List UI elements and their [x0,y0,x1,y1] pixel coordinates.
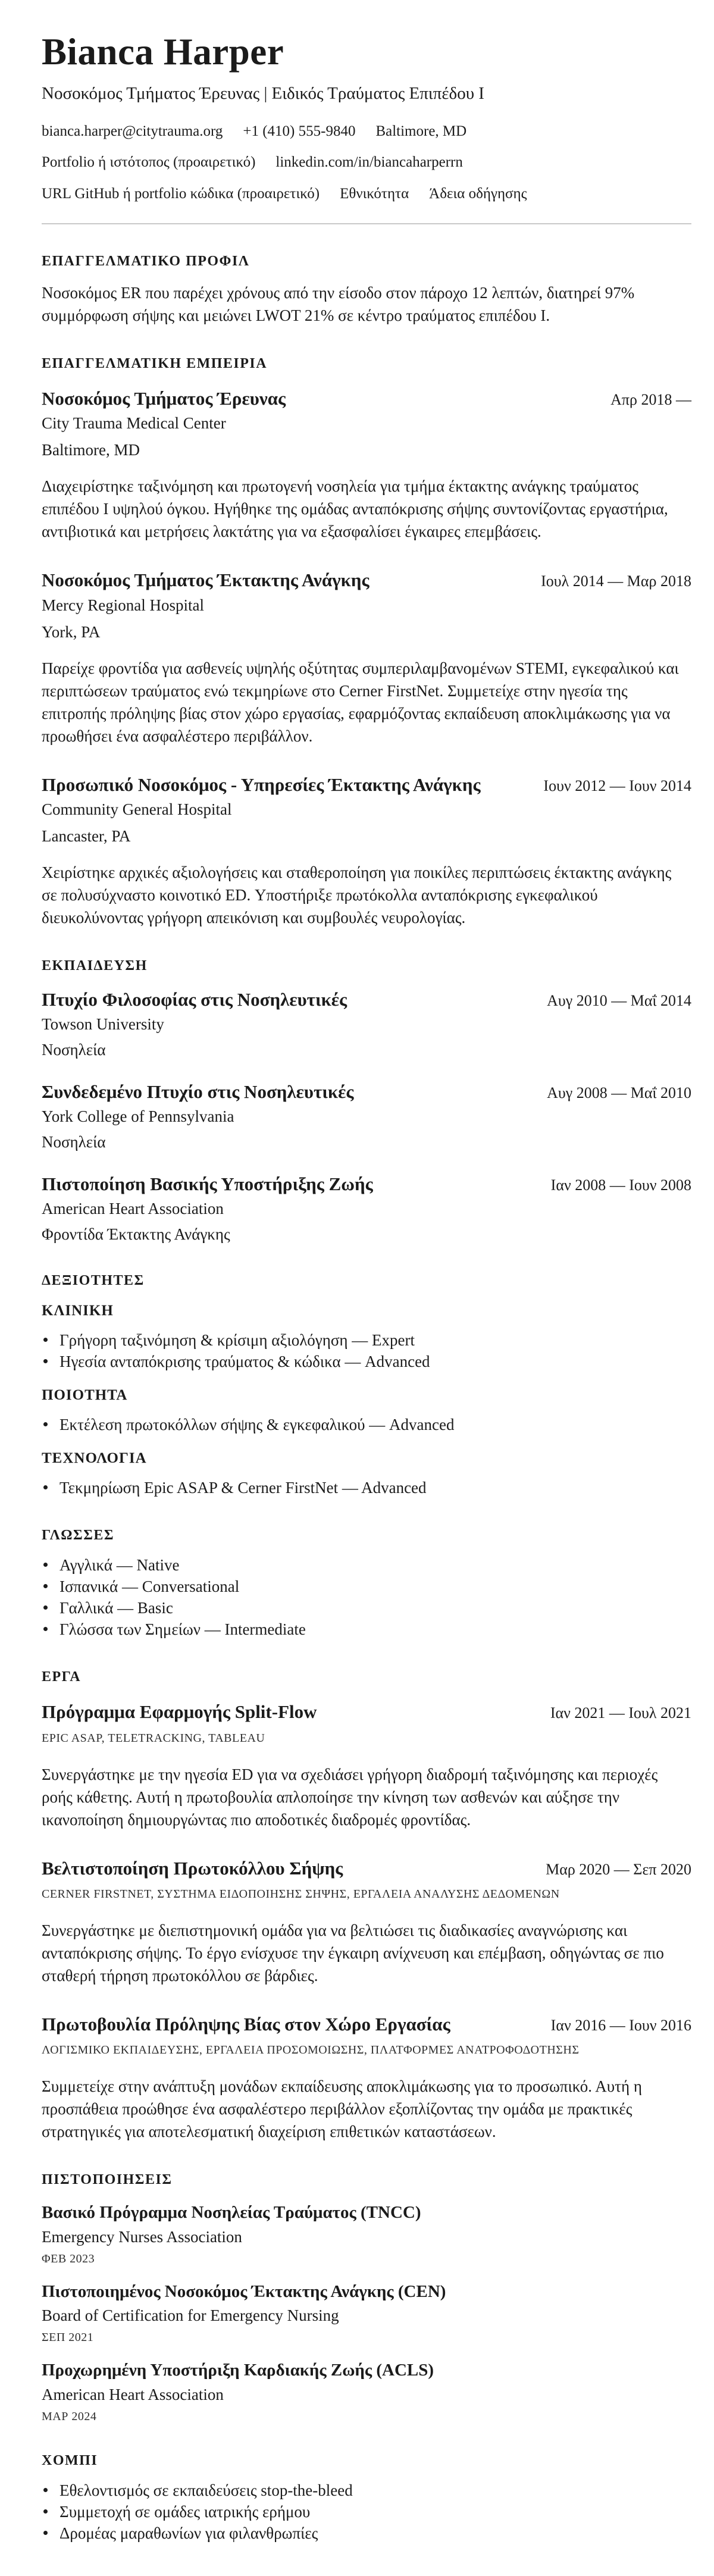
hobby-list [42,2480,691,2544]
skill-list-quality [42,1414,691,1435]
job-title: Προσωπικό Νοσοκόμος - Υπηρεσίες Έκτακτης Ανάγκης [42,774,481,795]
job-description: Διαχειρίστηκε ταξινόμηση και πρωτογενή νοσηλεία για τμήμα έκτακτης ανάγκης τραύματος επιπέδου I υψηλού όγκου. Ηγήθηκε της ομάδας ανταπόκρισης σήψης συντονίζοντας εργαστήρια, αντιβιοτικά και μετρήσεις λακτάτης για να εξασφαλίσει έγκαιρες επεμβάσεις. [42,477,668,541]
education-head [42,988,691,1010]
project-tech: CERNER FIRSTNET, ΣΥΣΤΗΜΑ ΕΙΔΟΠΟΙΗΣΗΣ ΣΗΨΗΣ, ΕΡΓΑΛΕΙΑ ΑΝΑΛΥΣΗΣ ΔΕΔΟΜΕΝΩΝ [42,1887,560,1901]
job-company: City Trauma Medical Center [42,414,226,433]
skill-item: Γρήγορη ταξινόμηση & κρίσιμη αξιολόγηση — Expert [42,1329,691,1351]
school-name: York College of Pennsylvania [42,1107,234,1126]
skill-list-clinical [42,1329,691,1372]
section-certifications [42,2173,691,2424]
skill-list-technology [42,1477,691,1498]
contact-nationality: Εθνικότητα [340,185,409,202]
section-education [42,959,691,1244]
skill-group-technology: ΤΕΧΝΟΛΟΓΙΑ [42,1450,147,1467]
job-item [42,569,691,747]
education-head [42,1173,691,1195]
language-list [42,1554,691,1640]
contact-row-3 [42,186,691,202]
project-dates: Μαρ 2020 — Σεπ 2020 [546,1860,691,1878]
certification-title: Πιστοποιημένος Νοσοκόμος Έκτακτης Ανάγκης (CEN) [42,2281,446,2301]
project-dates: Ιαν 2016 — Ιουν 2016 [550,2016,691,2034]
school-name: American Heart Association [42,1200,224,1218]
certification-org: Board of Certification for Emergency Nursing [42,2306,339,2325]
contact-row-2 [42,154,691,171]
certification-org: Emergency Nurses Association [42,2227,242,2246]
project-head [42,1701,691,1723]
skill-group-clinical: ΚΛΙΝΙΚΗ [42,1303,114,1319]
job-dates: Ιουλ 2014 — Μαρ 2018 [541,572,691,590]
section-heading-education: ΕΚΠΑΙΔΕΥΣΗ [42,957,148,974]
study-field: Νοσηλεία [42,1040,106,1059]
contact-location: Baltimore, MD [375,123,467,139]
contact-email: bianca.harper@citytrauma.org [42,123,223,139]
skill-item: Ηγεσία ανταπόκρισης τραύματος & κώδικα — Advanced [42,1351,691,1372]
header-subtitle: Νοσοκόμος Τμήματος Έρευνας | Ειδικός Τραύματος Επιπέδου I [42,84,484,103]
study-field: Νοσηλεία [42,1133,106,1151]
language-item: Γαλλικά — Basic [42,1597,691,1619]
job-location: York, PA [42,622,101,641]
section-skills [42,1273,691,1498]
certification-item [42,2360,691,2424]
skill-item: Τεκμηρίωση Epic ASAP & Cerner FirstNet — Advanced [42,1477,691,1498]
project-tech: EPIC ASAP, TELETRACKING, TABLEAU [42,1731,265,1745]
job-description: Παρείχε φροντίδα για ασθενείς υψηλής οξύτητας συμπεριλαμβανομένων STEMI, εγκεφαλικού και περιπτώσεων τραύματος ενώ τεκμηρίωνε στο Cerner FirstNet. Συμμετείχε στην ηγεσία της επιτροπής πρόληψης βίας στον χώρο εργασίας, εφαρμόζοντας εκπαίδευση αποκλιμάκωσης για να προωθήσει ένα ασφαλέστερο περιβάλλον. [42,659,679,745]
degree-dates: Αυγ 2010 — Μαΐ 2014 [547,991,691,1009]
job-title: Νοσοκόμος Τμήματος Έκτακτης Ανάγκης [42,569,369,591]
section-heading-experience: ΕΠΑΓΓΕΛΜΑΤΙΚΗ ΕΜΠΕΙΡΙΑ [42,356,268,372]
project-tech: ΛΟΓΙΣΜΙΚΟ ΕΚΠΑΙΔΕΥΣΗΣ, ΕΡΓΑΛΕΙΑ ΠΡΟΣΟΜΟΙΩΣΗΣ, ΠΛΑΤΦΟΡΜΕΣ ΑΝΑΤΡΟΦΟΔΟΤΗΣΗΣ [42,2043,580,2057]
job-location: Baltimore, MD [42,441,140,459]
contact-driving-license: Άδεια οδήγησης [429,185,527,202]
contact-portfolio: Portfolio ή ιστότοπος (προαιρετικό) [42,154,256,171]
section-heading-languages: ΓΛΩΣΣΕΣ [42,1528,115,1544]
language-item: Γλώσσα των Σημείων — Intermediate [42,1619,691,1640]
section-heading-profile: ΕΠΑΓΓΕΛΜΑΤΙΚΟ ΠΡΟΦΙΛ [42,253,250,270]
education-item [42,1081,691,1151]
project-description: Συνεργάστηκε με την ηγεσία ED για να σχεδιάσει γρήγορη διαδρομή ταξινόμησης και περιοχές ροής κάθετης. Αυτή η πρωτοβουλία απλοποίησε την κίνηση των ασθενών και αύξησε την ικανοποίηση δημιουργώντας πιο αποδοτικές διαδρομές φροντίδας. [42,1765,658,1829]
section-heading-projects: ΕΡΓΑ [42,1669,82,1685]
degree-dates: Αυγ 2008 — Μαΐ 2010 [547,1084,691,1101]
certification-org: American Heart Association [42,2386,224,2404]
section-heading-hobbies: ΧΟΜΠΙ [42,2453,98,2469]
job-head [42,774,691,796]
project-title: Βελτιστοποίηση Πρωτοκόλλου Σήψης [42,1857,343,1879]
section-heading-skills: ΔΕΞΙΟΤΗΤΕΣ [42,1273,145,1289]
section-heading-certifications: ΠΙΣΤΟΠΟΙΗΣΕΙΣ [42,2171,173,2187]
project-title: Πρόγραμμα Εφαρμογής Split-Flow [42,1701,317,1723]
hobby-item: Συμμετοχή σε ομάδες ιατρικής ερήμου [42,2501,691,2522]
skill-item: Εκτέλεση πρωτοκόλλων σήψης & εγκεφαλικού — Advanced [42,1414,691,1435]
profile-text: Νοσοκόμος ER που παρέχει χρόνους από την είσοδο στον πάροχο 12 λεπτών, διατηρεί 97% συμμόρφωση σήψης και μειώνει LWOT 21% σε κέντρο τραύματος επιπέδου I. [42,284,635,325]
project-head [42,2013,691,2035]
job-company: Mercy Regional Hospital [42,596,204,614]
degree-title: Συνδεδεμένο Πτυχίο στις Νοσηλευτικές [42,1081,354,1102]
study-field: Φροντίδα Έκτακτης Ανάγκης [42,1225,230,1244]
education-item [42,988,691,1059]
job-head [42,569,691,591]
certification-item [42,2281,691,2345]
job-dates: Ιουν 2012 — Ιουν 2014 [543,777,691,794]
section-projects [42,1670,691,2143]
section-hobbies [42,2453,691,2544]
contact-phone: +1 (410) 555-9840 [243,123,356,139]
project-description: Συνεργάστηκε με διεπιστημονική ομάδα για να βελτιώσει τις διαδικασίες αναγνώρισης και ανταπόκρισης σήψης. Το έργο ενίσχυσε την έγκαιρη ανίχνευση και επέμβαση, οδηγώντας σε πιο σταθερή τήρηση πρωτοκόλλου σε βάρδιες. [42,1921,664,1985]
school-name: Towson University [42,1015,164,1033]
job-location: Lancaster, PA [42,827,131,845]
job-title: Νοσοκόμος Τμήματος Έρευνας [42,388,286,409]
job-item [42,387,691,543]
language-item: Αγγλικά — Native [42,1554,691,1576]
job-company: Community General Hospital [42,800,232,818]
job-dates: Απρ 2018 — [610,391,691,409]
contact-github: URL GitHub ή portfolio κώδικα (προαιρετικό) [42,185,320,202]
section-experience [42,356,691,929]
header-divider [42,223,691,224]
contact-row-1 [42,123,691,140]
project-head [42,1857,691,1879]
degree-title: Πιστοποίηση Βασικής Υποστήριξης Ζωής [42,1173,373,1195]
hobby-item: Εθελοντισμός σε εκπαιδεύσεις stop-the-bleed [42,2480,691,2501]
project-description: Συμμετείχε στην ανάπτυξη μονάδων εκπαίδευσης αποκλιμάκωσης για το προσωπικό. Αυτή η προσπάθεια προώθησε ένα ασφαλέστερο περιβάλλον εξοπλίζοντας την ομάδα με πρακτικές στρατηγικές για αποτελεσματική διαχείριση επιθετικών καταστάσεων. [42,2077,642,2140]
page-title: Bianca Harper [42,31,284,73]
certification-date: ΣΕΠ 2021 [42,2331,94,2345]
certification-date: ΜΑΡ 2024 [42,2410,97,2424]
language-item: Ισπανικά — Conversational [42,1576,691,1597]
project-dates: Ιαν 2021 — Ιουλ 2021 [550,1704,691,1722]
degree-title: Πτυχίο Φιλοσοφίας στις Νοσηλευτικές [42,988,347,1010]
project-item [42,1701,691,1830]
certification-item [42,2202,691,2266]
degree-dates: Ιαν 2008 — Ιουν 2008 [550,1176,691,1194]
education-head [42,1081,691,1103]
job-description: Χειρίστηκε αρχικές αξιολογήσεις και σταθεροποίηση για ποικίλες περιπτώσεις έκτακτης ανάγκης σε πολυσύχναστο κοινοτικό ED. Υποστήριξε πρωτόκολλα ανταπόκρισης εγκεφαλικού διευκολύνοντας γρήγορη απεικόνιση και συμβουλές νευρολογίας. [42,863,672,927]
project-title: Πρωτοβουλία Πρόληψης Βίας στον Χώρο Εργασίας [42,2013,450,2034]
skill-group-quality: ΠΟΙΟΤΗΤΑ [42,1387,128,1404]
project-item [42,2013,691,2143]
job-head [42,387,691,409]
education-item [42,1173,691,1244]
certification-title: Προχωρημένη Υποστήριξη Καρδιακής Ζωής (ACLS) [42,2361,434,2380]
project-item [42,1857,691,1987]
section-profile [42,254,691,327]
section-languages [42,1528,691,1640]
certification-date: ΦΕΒ 2023 [42,2252,95,2265]
hobby-item: Δρομέας μαραθωνίων για φιλανθρωπίες [42,2522,691,2544]
contact-linkedin: linkedin.com/in/biancaharperrn [275,154,463,171]
job-item [42,774,691,929]
header [42,33,691,202]
certification-title: Βασικό Πρόγραμμα Νοσηλείας Τραύματος (TNCC) [42,2202,421,2222]
